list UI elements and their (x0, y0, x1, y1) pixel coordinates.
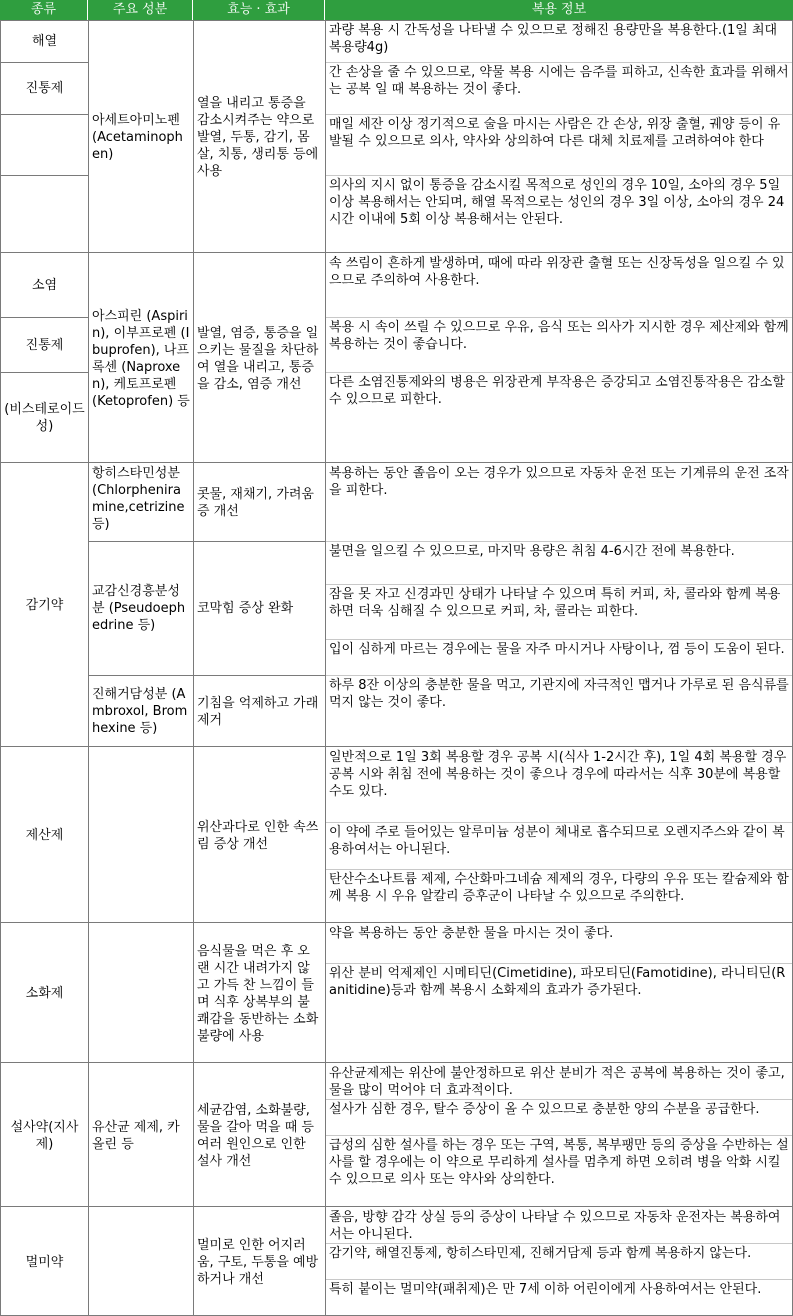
info-divider (325, 114, 793, 115)
info-cell: 간 손상을 줄 수 있으므로, 약물 복용 시에는 음주를 피하고, 신속한 효과를 위해서는 공복 일 때 복용하는 것이 좋다. (329, 65, 789, 97)
ingredient-cell: 항히스타민성분 (Chlorpheniramine,cetrizine 등) (92, 466, 185, 532)
info-cell: 급성의 심한 설사를 하는 경우 또는 구역, 복통, 복부팽만 등의 증상을 수반하는 설사를 할 경우에는 이 약으로 무리하게 설사를 멈추게 하면 오히려 병을 악화 시킬 수 있으므로 의사 또는 약사와 상의한다. (329, 1138, 789, 1187)
info-divider (325, 675, 793, 676)
kind-divider (0, 62, 88, 63)
effect-cell: 멀미로 인한 어지러움, 구토, 두통을 예방하거나 개선 (197, 1237, 319, 1287)
group-divider (0, 922, 793, 923)
effect-cell: 콧물, 재채기, 가려움증 개선 (197, 486, 314, 519)
kind-cell (1, 176, 88, 253)
kind-cell: 설사약(지사제) (10, 1119, 79, 1152)
info-divider (325, 822, 793, 823)
info-divider (325, 541, 793, 542)
info-divider (325, 62, 793, 63)
kind-cell: (비스테로이드성) (4, 402, 85, 434)
info-cell: 하루 8잔 이상의 충분한 물을 먹고, 기관지에 자극적인 맵거나 가루로 된 음식류를 먹지 않는 것이 좋다. (329, 678, 789, 710)
kind-cell: 감기약 (25, 598, 64, 613)
info-cell: 유산균제제는 위산에 불안정하므로 위산 분비가 적은 공복에 복용하는 것이 좋고, 물을 많이 먹어야 더 효과적이다. (329, 1066, 785, 1098)
info-cell: 특히 붙이는 멀미약(패취제)은 만 7세 이하 어린이에게 사용하여서는 안된다. (329, 1282, 762, 1297)
info-divider (325, 372, 793, 373)
group-divider (0, 1206, 793, 1207)
info-cell: 다른 소염진통제와의 병용은 위장관계 부작용은 증강되고 소염진통작용은 감소할 수 있으므로 피한다. (329, 375, 785, 407)
effect-cell: 위산과다로 인한 속쓰림 증상 개선 (197, 819, 319, 852)
group-divider (0, 746, 793, 747)
kind-cell: 소화제 (25, 986, 64, 1001)
info-divider (325, 639, 793, 640)
column-divider (0, 20, 1, 1316)
info-cell: 과량 복용 시 간독성을 나타낼 수 있으므로 정해진 용량만을 복용한다.(1일 최대 복용량4g) (329, 23, 778, 55)
info-cell: 일반적으로 1일 3회 복용할 경우 공복 시(식사 1-2시간 후), 1일 4회 복용할 경우 공복 시와 취침 전에 복용하는 것이 좋으나 경우에 따라서는 식후 30분에 복용할 수도 있다. (329, 750, 787, 799)
column-divider (88, 20, 89, 1316)
info-divider (325, 869, 793, 870)
header-info: 복용 정보 (325, 0, 793, 20)
info-divider (325, 1099, 793, 1100)
column-divider (325, 20, 326, 1316)
effect-cell: 음식물을 먹은 후 오랜 시간 내려가지 않고 가득 찬 느낌이 들며 식후 상복부의 불쾌감을 동반하는 소화 불량에 사용 (197, 943, 319, 1044)
info-cell: 이 약에 주로 들어있는 알루미늄 성분이 체내로 흡수되므로 오렌지주스와 같이 복용하여서는 아니된다. (329, 825, 785, 857)
info-cell: 불면을 일으킬 수 있으므로, 마지막 용량은 취침 4-6시간 전에 복용한다. (329, 544, 735, 559)
info-cell: 속 쓰림이 흔하게 발생하며, 때에 따라 위장관 출혈 또는 신장독성을 일으킬 수 있으므로 주의하여 사용한다. (329, 256, 785, 288)
effect-cell: 기침을 억제하고 가래 제거 (197, 695, 319, 728)
kind-cell: 해열 (31, 34, 58, 49)
header-kind: 종류 (0, 0, 88, 20)
info-cell: 복용하는 동안 졸음이 오는 경우가 있으므로 자동차 운전 또는 기계류의 운전 조작을 피한다. (329, 466, 789, 498)
info-divider (325, 1135, 793, 1136)
effect-cell: 발열, 염증, 통증을 일으키는 물질을 차단하여 열을 내리고, 통증을 감소, 염증 개선 (197, 325, 319, 392)
info-cell: 설사가 심한 경우, 탈수 증상이 올 수 있으므로 충분한 양의 수분을 공급한다. (329, 1102, 760, 1117)
info-cell: 탄산수소나트륨 제제, 수산화마그네슘 제제의 경우, 다량의 우유 또는 칼슘제와 함께 복용 시 우유 알칼리 증후군이 나타날 수 있으므로 주의한다. (329, 872, 789, 904)
group-divider (0, 1062, 793, 1063)
header-effect: 효능 · 효과 (193, 0, 325, 20)
effect-cell: 코막힘 증상 완화 (197, 601, 294, 616)
info-divider (325, 584, 793, 585)
info-cell: 의사의 지시 없이 통증을 감소시킬 목적으로 성인의 경우 10일, 소아의 경우 5일 이상 복용해서는 안되며, 해열 목적으로는 성인의 경우 3일 이상, 소아의 경우 24시간 이내에 5회 이상 복용해서는 안된다. (329, 178, 785, 227)
ingredient-cell: 아세트아미노펜 (Acetaminophen) (92, 112, 183, 162)
ingredient-cell: 유산균 제제, 카올린 등 (92, 1119, 180, 1152)
group-divider (0, 252, 793, 253)
column-divider (193, 20, 194, 1316)
kind-cell: 소염 (31, 278, 58, 293)
effect-cell: 세균감염, 소화불량, 물을 갈아 먹을 때 등 여러 원인으로 인한 설사 개선 (197, 1102, 314, 1169)
info-divider (325, 1279, 793, 1280)
ingredient-cell (89, 1208, 193, 1316)
info-divider (325, 1243, 793, 1244)
kind-cell: 진통제 (25, 337, 64, 353)
info-cell: 약을 복용하는 동안 충분한 물을 마시는 것이 좋다. (329, 926, 614, 941)
info-divider (325, 317, 793, 318)
ingredient-cell: 진해거담성분 (Ambroxol, Bromhexine 등) (92, 687, 188, 736)
kind-cell: 멀미약 (25, 1254, 64, 1270)
info-divider (325, 175, 793, 176)
info-cell: 복용 시 속이 쓰릴 수 있으므로 우유, 음식 또는 의사가 지시한 경우 제산제와 함께 복용하는 것이 좋습니다. (329, 320, 789, 352)
info-cell: 잠을 못 자고 신경과민 상태가 나타날 수 있으며 특히 커피, 차, 콜라와 함께 복용하면 더욱 심해질 수 있으므로 커피, 차, 콜라는 피한다. (329, 587, 781, 619)
kind-divider (0, 372, 88, 373)
info-cell: 감기약, 해열진통제, 항히스타민제, 진해거담제 등과 함께 복용하지 않는다. (329, 1246, 752, 1261)
kind-divider (0, 317, 88, 318)
ingredient-cell: 아스피린 (Aspirin), 이부프로펜 (Ibuprofen), 나프록센 (Naproxen), 케토프로펜 (Ketoprofen) 등 (92, 308, 190, 409)
kind-divider (0, 114, 88, 115)
info-divider (325, 963, 793, 964)
header-ingredient: 주요 성분 (88, 0, 193, 20)
group-divider (0, 462, 793, 463)
info-cell: 졸음, 방향 감각 상실 등의 증상이 나타날 수 있으므로 자동차 운전자는 복용하여서는 아니된다. (329, 1210, 781, 1242)
info-cell: 입이 심하게 마르는 경우에는 물을 자주 마시거나 사탕이나, 껌 등이 도움이 된다. (329, 642, 785, 657)
ingredient-cell (89, 748, 193, 923)
info-cell: 매일 세잔 이상 정기적으로 술을 마시는 사람은 간 손상, 위장 출혈, 궤양 등이 유발될 수 있으므로 의사, 약사와 상의하여 다른 대체 치료제를 고려하여야 한다 (329, 117, 781, 149)
kind-cell (1, 115, 88, 175)
ingredient-cell (89, 924, 193, 1063)
kind-cell: 진통제 (25, 81, 64, 96)
ingredient-cell: 교감신경흥분성분 (Pseudoephedrine 등) (92, 584, 186, 633)
kind-divider (0, 175, 88, 176)
kind-cell: 제산제 (25, 828, 64, 843)
info-cell: 위산 분비 억제제인 시메티딘(Cimetidine), 파모티딘(Famotidine), 라니티딘(Ranitidine)등과 함께 복용시 소화제의 효과가 증가된다. (329, 966, 786, 998)
effect-cell: 열을 내리고 통증을 감소시켜주는 약으로 발열, 두통, 감기, 몸살, 치통, 생리통 등에 사용 (197, 95, 319, 179)
header-divider (0, 20, 793, 21)
